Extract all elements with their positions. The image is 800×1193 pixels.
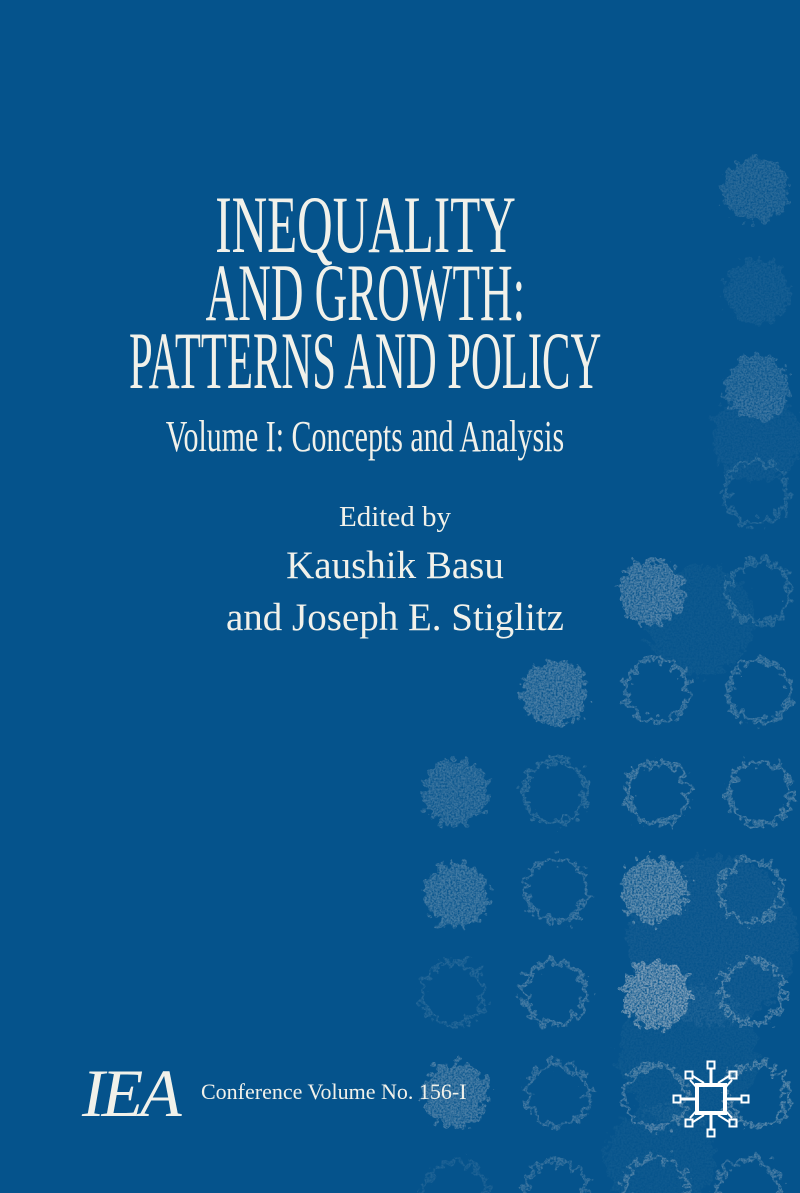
editors-block [30, 500, 760, 644]
editor-name-2: and Joseph E. Stiglitz [226, 596, 564, 639]
network-node-icon [651, 1039, 771, 1159]
edited-by-label: Edited by [339, 501, 451, 533]
book-title-line-1: INEQUALITY [214, 179, 516, 270]
title-block [0, 179, 730, 461]
series-note: Conference Volume No. 156-I [201, 1079, 467, 1104]
book-subtitle: Volume I: Concepts and Analysis [165, 412, 565, 461]
editor-name-1: Kaushik Basu [286, 544, 504, 587]
book-title-line-3: PATTERNS AND POLICY [128, 315, 602, 406]
book-title-line-2: AND GROWTH: [205, 247, 525, 338]
publisher-logo-iea: IEA [82, 1055, 179, 1131]
